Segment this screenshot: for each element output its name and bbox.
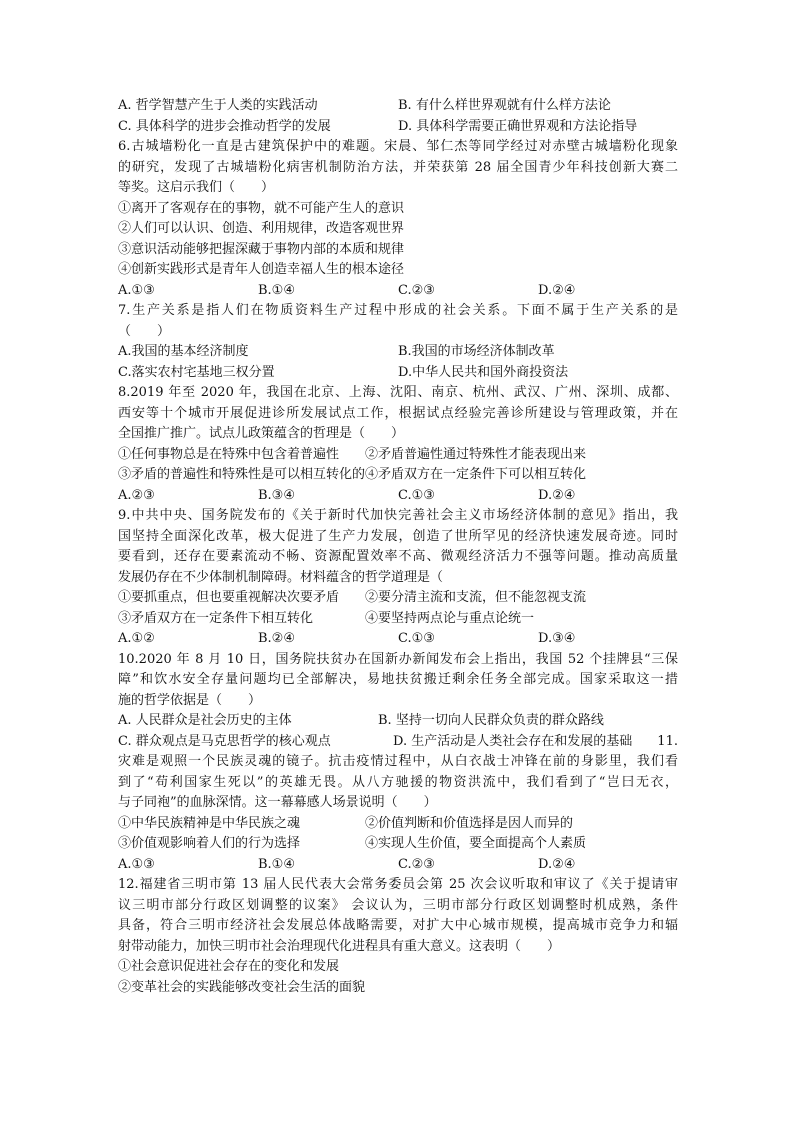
q12-stem-line: 具备，符合三明市经济社会发展总体战略需要，对扩大中心城市规模，提高城市竞争力和辐: [118, 918, 678, 933]
q11-stem-line: 与子同袍”的血脉深情。这一幕幕感人场景说明（ ）: [118, 795, 437, 810]
q9-choice-a: A.①②: [118, 631, 155, 646]
q6-item: ②人们可以认识、创造、利用规律，改造客观世界: [118, 221, 405, 236]
q8-choice-b: B.③④: [258, 487, 295, 503]
q8-stem-line: 西安等十个城市开展促进诊所发展试点工作，根据试点经验完善诊所建设与管理政策，并在: [118, 405, 678, 421]
q5-options-row-2: [118, 117, 678, 138]
q11-choice-b: B.①④: [258, 856, 295, 872]
q8-choices: [118, 486, 678, 507]
q9-choices: [118, 629, 678, 650]
q9-stem-line: 发展仍存在不少体制机制障碍。材料蕴含的哲学道理是（: [118, 569, 444, 585]
q9-item: ①要抓重点，但也要重视解决次要矛盾 ②要分清主流和支流，但不能忽视支流: [118, 590, 587, 605]
q6-choice-d: D.②④: [538, 282, 576, 298]
q8-item: ③矛盾的普遍性和特殊性是可以相互转化的④矛盾双方在一定条件下可以相互转化: [118, 467, 587, 482]
q8-item: ①任何事物总是在特殊中包含着普遍性 ②矛盾普遍性通过特殊性才能表现出来: [118, 446, 587, 462]
q6-choice-a: A.①③: [118, 282, 155, 298]
q5-option-c: C. 具体科学的进步会推动哲学的发展: [118, 118, 331, 134]
q11-choice-d: D.②④: [538, 856, 576, 872]
q9-stem-line: 国坚持全面深化改革，极大促进了生产力发展，创造了世所罕见的经济快速发展奇迹。同时: [118, 528, 678, 544]
q6-stem-line: 6.古城墙粉化一直是古建筑保护中的难题。宋晨、邹仁杰等同学经过对赤壁古城墙粉化现象: [118, 139, 678, 154]
q7-stem-line: （ ）: [118, 323, 171, 339]
q6-item: ③意识活动能够把握深藏于事物内部的本质和规律: [118, 241, 405, 257]
q11-number: 11.: [657, 733, 678, 749]
q7-options-row-2: [118, 363, 678, 384]
q6-choice-c: C.②③: [398, 282, 435, 298]
q10-stem-line: 10.2020 年 8 月 10 日，国务院扶贫办在国新办新闻发布会上指出，我国 52 个挂牌县“三保: [118, 651, 678, 667]
q6-choice-b: B.①④: [258, 282, 295, 298]
q8-choice-d: D.②④: [538, 487, 576, 503]
q8-choice-c: C.①③: [398, 487, 435, 503]
q7-options-row-1: [118, 342, 678, 363]
q10-option-b: B. 坚持一切向人民群众负责的群众路线: [378, 713, 604, 728]
q6-item: ④创新实践形式是青年人创造幸福人生的根本途径: [118, 262, 405, 277]
q8-choice-a: A.②③: [118, 487, 155, 503]
q11-item: ①中华民族精神是中华民族之魂 ②价值判断和价值选择是因人而异的: [118, 815, 574, 831]
exam-page: [118, 96, 678, 998]
q7-option-a: A.我国的基本经济制度: [118, 344, 249, 359]
q6-stem-line: 等奖。这启示我们（ ）: [118, 180, 275, 195]
q12-stem-line: 议三明市部分行政区划调整的议案》 会议认为，三明市部分行政区划调整时机成熟，条件: [118, 897, 678, 913]
q10-option-a: A. 人民群众是社会历史的主体: [118, 713, 292, 728]
q9-stem-line: 9.中共中央、国务院发布的《关于新时代加快完善社会主义市场经济体制的意见》指出，我: [118, 508, 678, 523]
q11-choice-c: C.②③: [398, 856, 435, 872]
q9-choice-c: C.①③: [398, 631, 435, 646]
q10-options-row-2: [118, 732, 678, 753]
q10-stem-line: 障”和饮水安全存量问题均已全部解决，易地扶贫搬迁剩余任务全部完成。国家采取这一措: [118, 672, 678, 687]
q11-stem-line: 灾难是观照一个民族灵魂的镜子。抗击疫情过程中，从白衣战士冲锋在前的身影里，我们看: [118, 754, 678, 769]
q9-stem-line: 要看到，还存在要素流动不畅、资源配置效率不高、微观经济活力不强等问题。推动高质量: [118, 549, 678, 564]
q7-option-c: C.落实农村宅基地三权分置: [118, 364, 275, 380]
q7-option-b: B.我国的市场经济体制改革: [398, 344, 555, 359]
q5-option-d: D. 具体科学需要正确世界观和方法论指导: [398, 118, 638, 134]
q12-item: ②变革社会的实践能够改变社会生活的面貌: [118, 979, 366, 995]
q12-stem-line: 射带动能力，加快三明市社会治理现代化进程具有重大意义。这表明（ ）: [118, 938, 561, 954]
q6-choices: [118, 281, 678, 302]
q11-item: ③价值观影响着人们的行为选择 ④实现人生价值，要全面提高个人素质: [118, 836, 587, 851]
q6-item: ①离开了客观存在的事物，就不可能产生人的意识: [118, 200, 405, 216]
q11-choice-a: A.①③: [118, 856, 155, 872]
q7-stem-line: 7.生产关系是指人们在物质资料生产过程中形成的社会关系。下面不属于生产关系的是: [118, 303, 678, 318]
q8-stem-line: 8.2019 年至 2020 年，我国在北京、上海、沈阳、南京、杭州、武汉、广州、深圳、成都、: [118, 385, 678, 400]
q10-options-row-1: [118, 711, 678, 732]
q7-option-d: D.中华人民共和国外商投资法: [398, 364, 569, 380]
q11-choices: [118, 855, 678, 876]
q8-stem-line: 全国推广推广。试点儿政策蕴含的哲理是（ ）: [118, 426, 405, 441]
q12-stem-line: 12.福建省三明市第 13 届人民代表大会常务委员会第 25 次会议听取和审议了《关于提请审: [118, 877, 678, 892]
q5-options-row-1: [118, 96, 678, 117]
q9-item: ③矛盾双方在一定条件下相互转化 ④要坚持两点论与重点论统一: [118, 610, 535, 626]
q5-option-b: B. 有什么样世界观就有什么样方法论: [398, 98, 611, 113]
q9-choice-b: B.②④: [258, 631, 295, 646]
q12-item: ①社会意识促进社会存在的变化和发展: [118, 959, 340, 974]
q11-stem-line: 到了“苟利国家生死以”的英雄无畏。从八方驰援的物资洪流中，我们看到了“岂曰无衣，: [118, 774, 678, 790]
q10-option-c: C. 群众观点是马克思哲学的核心观点: [118, 733, 331, 749]
q5-option-a: A. 哲学智慧产生于人类的实践活动: [118, 98, 318, 113]
q10-stem-line: 施的哲学依据是（ ）: [118, 692, 262, 708]
q10-option-d: D. 生产活动是人类社会存在和发展的基础: [393, 733, 633, 749]
q9-choice-d: D.③④: [538, 631, 576, 646]
q6-stem-line: 的研究，发现了古城墙粉化病害机制防治方法，并荣获第 28 届全国青少年科技创新大赛二: [118, 159, 678, 175]
